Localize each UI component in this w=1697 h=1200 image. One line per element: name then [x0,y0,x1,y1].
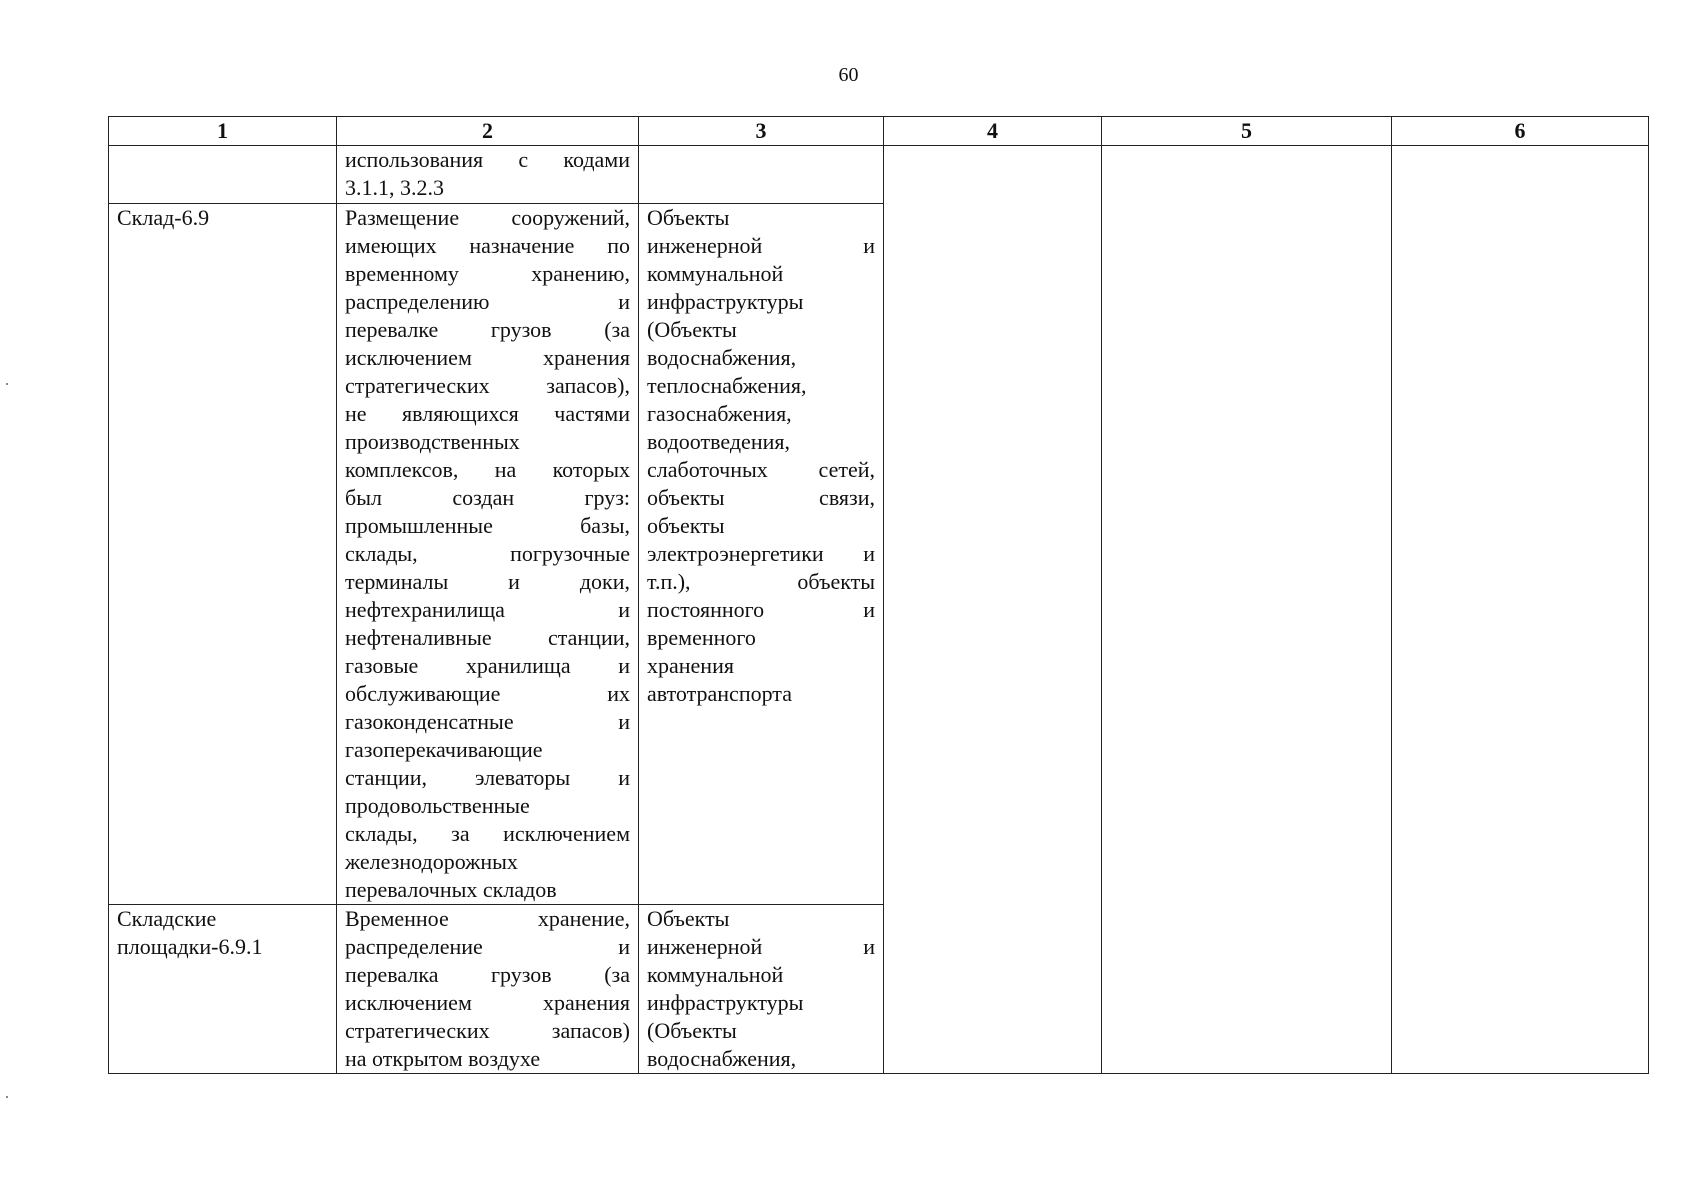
cell-text-line: инфраструктуры [647,990,804,1015]
cell-text-line: имеющих назначение по [345,233,630,258]
cell-description [337,146,639,204]
cell-column-6 [1392,146,1649,1074]
cell-text-line: Временное хранение, [345,906,630,931]
cell-text-line: распределению и [345,289,630,314]
page-number: 60 [838,64,859,86]
scan-mark [6,383,8,385]
cell-description [337,204,639,905]
cell-text-line: автотранспорта [647,681,792,706]
cell-text-line: инженерной и [647,934,875,959]
cell-text-line: стратегических запасов), [345,373,630,398]
cell-name [109,146,337,204]
cell-text-line: продовольственные [345,793,530,818]
cell-description [337,905,639,1074]
cell-text-line: объекты [647,513,725,538]
cell-text-line: инфраструктуры [647,289,804,314]
cell-text-line: Складские [117,906,217,931]
cell-text-line: склады, за исключением [345,821,630,846]
cell-text-line: Размещение сооружений, [345,205,630,230]
cell-text-line: (Объекты [647,1018,737,1043]
cell-name [109,905,337,1074]
cell-text-line: газовые хранилища и [345,653,630,678]
cell-text-line: временного [647,625,756,650]
cell-text-line: терминалы и доки, [345,569,630,594]
cell-text-line: перевалочных складов [345,877,557,902]
cell-column-4 [884,146,1102,1074]
cell-text-line: нефтеналивные станции, [345,625,630,650]
cell-text-line: Объекты [647,205,730,230]
cell-text-line: перевалке грузов (за [345,317,630,342]
cell-text-line: (Объекты [647,317,737,342]
cell-auxiliary-use [639,905,884,1074]
cell-text-line: теплоснабжения, [647,373,807,398]
table-row [109,146,1649,204]
cell-auxiliary-use [639,146,884,204]
cell-text-line: водоснабжения, [647,345,797,370]
cell-text-line: временному хранению, [345,261,630,286]
table-header-row [109,117,1649,146]
cell-auxiliary-use [639,204,884,905]
cell-text-line: обслуживающие их [345,681,630,706]
cell-text-line: коммунальной [647,962,784,987]
cell-text-line: железнодорожных [345,849,518,874]
cell-text-line: 3.1.1, 3.2.3 [345,175,444,200]
cell-text-line: не являющихся частями [345,401,630,426]
column-header-4: 4 [884,117,1102,146]
scan-mark [6,1096,8,1098]
cell-text-line: исключением хранения [345,345,630,370]
cell-column-5 [1102,146,1392,1074]
cell-text-line: исключением хранения [345,990,630,1015]
cell-text-line: инженерной и [647,233,875,258]
cell-text-line: распределение и [345,934,630,959]
cell-text-line: Объекты [647,906,730,931]
column-header-5: 5 [1102,117,1392,146]
column-header-3: 3 [639,117,884,146]
cell-text-line: Склад-6.9 [117,205,210,230]
cell-text-line: хранения [647,653,734,678]
column-header-2: 2 [337,117,639,146]
cell-text-line: газоснабжения, [647,401,792,426]
cell-text-line: электроэнергетики и [647,541,875,566]
document-table [108,116,1649,1074]
cell-text-line: перевалка грузов (за [345,962,630,987]
cell-text-line: коммунальной [647,261,784,286]
cell-text-line: на открытом воздухе [345,1046,541,1071]
column-header-6: 6 [1392,117,1649,146]
cell-text-line: постоянного и [647,597,875,622]
cell-text-line: станции, элеваторы и [345,765,630,790]
cell-text-line: водоснабжения, [647,1046,797,1071]
cell-text-line: стратегических запасов) [345,1018,630,1043]
cell-text-line: площадки-6.9.1 [117,934,263,959]
cell-text-line: использования с кодами [345,147,630,172]
cell-text-line: газоконденсатные и [345,709,630,734]
cell-name [109,204,337,905]
cell-text-line: т.п.), объекты [647,569,875,594]
cell-text-line: был создан груз: [345,485,630,510]
cell-text-line: нефтехранилища и [345,597,630,622]
cell-text-line: газоперекачивающие [345,737,543,762]
cell-text-line: водоотведения, [647,429,790,454]
cell-text-line: склады, погрузочные [345,541,630,566]
cell-text-line: производственных [345,429,520,454]
cell-text-line: промышленные базы, [345,513,630,538]
cell-text-line: комплексов, на которых [345,457,630,482]
cell-text-line: объекты связи, [647,485,875,510]
cell-text-line: слаботочных сетей, [647,457,875,482]
column-header-1: 1 [109,117,337,146]
